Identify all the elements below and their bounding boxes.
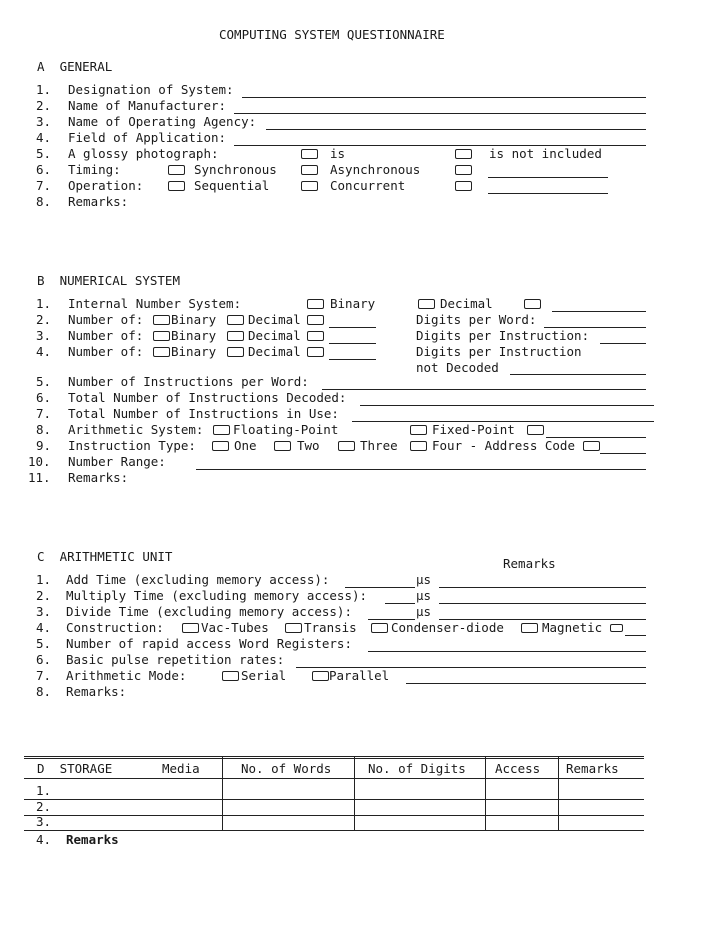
table-row-2: 2. [36,799,52,814]
b11-label: Remarks: [68,470,129,485]
c3-unit: µs [416,604,432,619]
b9-four-checkbox[interactable] [410,441,427,451]
table-row-rule-2 [24,815,644,816]
c7-label: Arithmetic Mode: [66,668,187,683]
b-num-3: 3. [36,328,52,343]
col-divider-3 [485,757,486,830]
table-row-1: 1. [36,783,52,798]
b3-other-field[interactable] [329,343,376,344]
b4-label: Number of: [68,344,144,359]
table-header-storage: D STORAGE [37,761,113,776]
table-bottom-rule [24,830,644,831]
table-header-media: Media [162,761,200,776]
b5-field[interactable] [322,389,646,390]
b3-binary-checkbox[interactable] [153,331,170,341]
b2-binary-checkbox[interactable] [153,315,170,325]
b9-two-label: Two [297,438,320,453]
page-title: COMPUTING SYSTEM QUESTIONNAIRE [219,27,445,42]
b5-label: Number of Instructions per Word: [68,374,309,389]
c1-remarks-field[interactable] [439,587,646,588]
b3-label: Number of: [68,328,144,343]
b-num-9: 9. [36,438,52,453]
b4-dpin-label: Digits per Instruction [416,344,582,359]
a-photo-not-label: is not included [489,146,602,161]
b3-decimal-label: Decimal [248,328,301,343]
a-label-remarks: Remarks: [68,194,129,209]
c4-magnetic-checkbox[interactable] [521,623,538,633]
b-num-11: 11. [28,470,51,485]
a-sequential-label: Sequential [194,178,270,193]
a-photo-not-checkbox[interactable] [455,149,472,159]
a-label-designation: Designation of System: [68,82,234,97]
b9-two-checkbox[interactable] [274,441,291,451]
c2-value-field[interactable] [385,603,415,604]
a-operation-other-checkbox[interactable] [455,181,472,191]
b1-binary-checkbox[interactable] [307,299,324,309]
c1-unit: µs [416,572,432,587]
b1-other-field[interactable] [552,311,646,312]
c4-transis-label: Transis [304,620,357,635]
b9-three-label: Three [360,438,398,453]
c2-unit: µs [416,588,432,603]
b9-label: Instruction Type: [68,438,196,453]
b9-four-label: Four - Address Code [432,438,575,453]
b9-other-field[interactable] [600,453,646,454]
b8-fixed-checkbox[interactable] [410,425,427,435]
c-num-5: 5. [36,636,52,651]
a-agency-field[interactable] [266,129,646,130]
b6-label: Total Number of Instructions Decoded: [68,390,347,405]
b-num-2: 2. [36,312,52,327]
a-sync-checkbox[interactable] [168,165,185,175]
c4-other-field[interactable] [625,635,646,636]
c4-label: Construction: [66,620,164,635]
b2-other-checkbox[interactable] [307,315,324,325]
a-async-checkbox[interactable] [301,165,318,175]
c7-parallel-label: Parallel [329,668,390,683]
c-num-6: 6. [36,652,52,667]
a-num-2: 2. [36,98,52,113]
b1-decimal-label: Decimal [440,296,493,311]
b4-other-field[interactable] [329,359,376,360]
table-row-3: 3. [36,814,52,829]
b3-dpi-label: Digits per Instruction: [416,328,590,343]
a-timing-other-checkbox[interactable] [455,165,472,175]
c1-label: Add Time (excluding memory access): [66,572,330,587]
b4-binary-checkbox[interactable] [153,347,170,357]
b9-one-label: One [234,438,257,453]
c4-vactubes-label: Vac-Tubes [201,620,269,635]
d-remarks-label: Remarks [66,832,119,847]
c4-other-checkbox[interactable] [610,624,623,632]
a-manufacturer-field[interactable] [234,113,646,114]
a-num-1: 1. [36,82,52,97]
b3-binary-label: Binary [171,328,217,343]
table-header-access: Access [495,761,541,776]
b-num-7: 7. [36,406,52,421]
b2-dpw-label: Digits per Word: [416,312,537,327]
a-designation-field[interactable] [242,97,646,98]
c-num-7: 7. [36,668,52,683]
table-top-rule-2 [24,758,644,759]
c-remarks-header: Remarks [503,556,556,571]
col-divider-2 [354,757,355,830]
a-label-agency: Name of Operating Agency: [68,114,257,129]
b9-one-checkbox[interactable] [212,441,229,451]
c-num-3: 3. [36,604,52,619]
a-photo-is-label: is [330,146,346,161]
b3-dpi-field[interactable] [600,343,646,344]
b7-label: Total Number of Instructions in Use: [68,406,339,421]
c7-field[interactable] [406,683,646,684]
b1-decimal-checkbox[interactable] [418,299,435,309]
a-sequential-checkbox[interactable] [168,181,185,191]
b10-label: Number Range: [68,454,166,469]
table-row-rule-1 [24,799,644,800]
col-divider-1 [222,757,223,830]
b4-notdec-field[interactable] [510,374,646,375]
b4-decimal-label: Decimal [248,344,301,359]
c7-parallel-checkbox[interactable] [312,671,329,681]
b4-notdec-label: not Decoded [416,360,499,375]
section-c-heading: C ARITHMETIC UNIT [37,549,173,564]
table-header-words: No. of Words [241,761,332,776]
a-num-3: 3. [36,114,52,129]
c-num-1: 1. [36,572,52,587]
b4-binary-label: Binary [171,344,217,359]
b-num-4: 4. [36,344,52,359]
a-async-label: Asynchronous [330,162,421,177]
c4-magnetic-label: Magnetic [542,620,603,635]
c2-label: Multiply Time (excluding memory access): [66,588,368,603]
c8-label: Remarks: [66,684,127,699]
b-label-internal: Internal Number System: [68,296,242,311]
b-num-5: 5. [36,374,52,389]
c4-condenser-checkbox[interactable] [371,623,388,633]
c4-vactubes-checkbox[interactable] [182,623,199,633]
c2-remarks-field[interactable] [439,603,646,604]
c4-transis-checkbox[interactable] [285,623,302,633]
b8-float-checkbox[interactable] [213,425,230,435]
a-sync-label: Synchronous [194,162,277,177]
c7-serial-checkbox[interactable] [222,671,239,681]
section-b-heading: B NUMERICAL SYSTEM [37,273,180,288]
b2-decimal-checkbox[interactable] [227,315,244,325]
b9-three-checkbox[interactable] [338,441,355,451]
b1-other-checkbox[interactable] [524,299,541,309]
a-label-timing: Timing: [68,162,121,177]
a-label-operation: Operation: [68,178,144,193]
table-header-remarks: Remarks [566,761,619,776]
table-header-rule [24,778,644,779]
a-timing-other-field[interactable] [488,177,608,178]
a-photo-is-checkbox[interactable] [301,149,318,159]
b1-binary-label: Binary [330,296,376,311]
a-num-7: 7. [36,178,52,193]
c-num-4: 4. [36,620,52,635]
c-num-8: 8. [36,684,52,699]
c4-condenser-label: Condenser-diode [391,620,504,635]
b-num-1: 1. [36,296,52,311]
c6-label: Basic pulse repetition rates: [66,652,285,667]
b9-other-checkbox[interactable] [583,441,600,451]
b2-binary-label: Binary [171,312,217,327]
b6-field[interactable] [360,405,654,406]
b3-other-checkbox[interactable] [307,331,324,341]
a-num-5: 5. [36,146,52,161]
a-operation-other-field[interactable] [488,193,608,194]
a-label-manufacturer: Name of Manufacturer: [68,98,227,113]
b2-label: Number of: [68,312,144,327]
c7-serial-label: Serial [241,668,287,683]
a-num-6: 6. [36,162,52,177]
a-label-field: Field of Application: [68,130,227,145]
c5-label: Number of rapid access Word Registers: [66,636,352,651]
b4-decimal-checkbox[interactable] [227,347,244,357]
b-num-6: 6. [36,390,52,405]
d-num-4: 4. [36,832,52,847]
b8-label: Arithmetic System: [68,422,204,437]
b2-other-field[interactable] [329,327,376,328]
col-divider-4 [558,757,559,830]
b8-other-checkbox[interactable] [527,425,544,435]
section-a-heading: A GENERAL [37,59,113,74]
b3-decimal-checkbox[interactable] [227,331,244,341]
b8-fixed-label: Fixed-Point [432,422,515,437]
table-top-rule [24,756,644,757]
b10-field[interactable] [196,469,646,470]
c3-label: Divide Time (excluding memory access): [66,604,352,619]
a-concurrent-label: Concurrent [330,178,406,193]
a-concurrent-checkbox[interactable] [301,181,318,191]
b4-other-checkbox[interactable] [307,347,324,357]
c5-field[interactable] [368,651,646,652]
a-num-4: 4. [36,130,52,145]
b2-decimal-label: Decimal [248,312,301,327]
b8-float-label: Floating-Point [233,422,339,437]
a-num-8: 8. [36,194,52,209]
a-label-photo: A glossy photograph: [68,146,219,161]
table-header-digits: No. of Digits [368,761,466,776]
b-num-10: 10. [28,454,51,469]
c-num-2: 2. [36,588,52,603]
b-num-8: 8. [36,422,52,437]
